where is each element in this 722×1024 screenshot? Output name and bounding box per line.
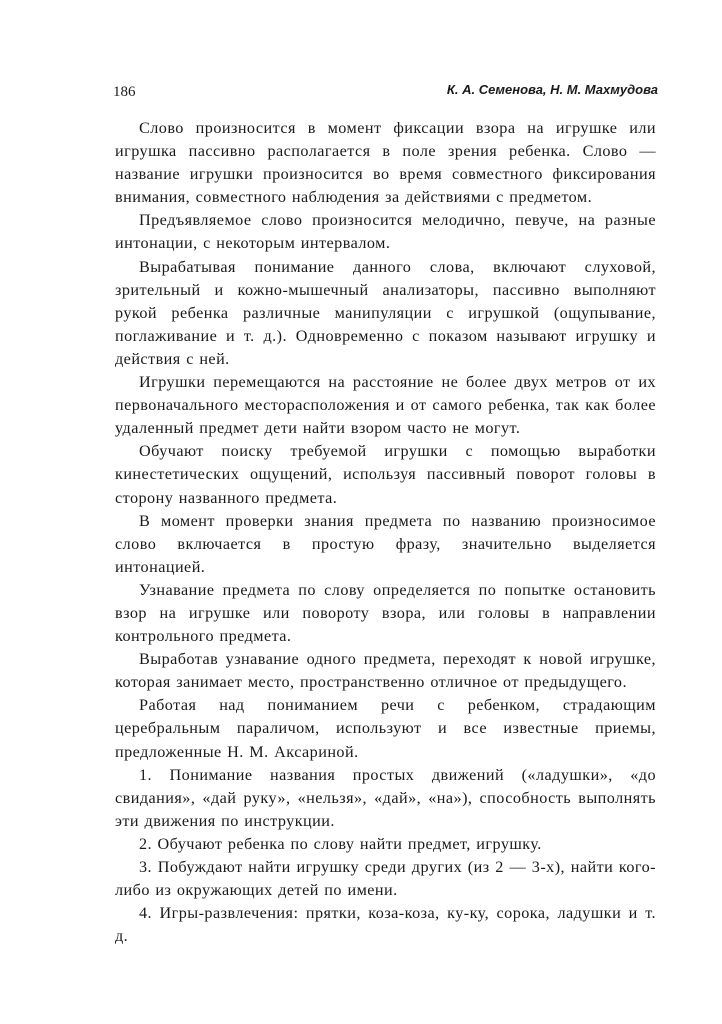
paragraph: Выработав узнавание одного предмета, переходят к новой игрушке, которая занимает место, пространственно отличное от предыдущего. [115,650,656,692]
paragraph: Вырабатывая понимание данного слова, включают слуховой, зрительный и кожно-мышечный анализаторы, пассивно выполняют рукой ребенка различные манипуляции с игрушкой (ощупывание, поглаживание и т. д.). Одновременно с показом называют игрушку и действия с ней. [115,257,656,368]
page-number: 186 [113,84,136,100]
list-item: 1. Понимание названия простых движений («ладушки», «до свидания», «дай руку», «нельзя», «дай», «на»), способность выполнять эти движения по инструкции. [115,765,656,830]
paragraph: Обучают поиску требуемой игрушки с помощью выработки кинестетических ощущений, используя пассивный поворот головы в сторону названного предмета. [115,442,656,507]
paragraph: Слово произносится в момент фиксации взора на игрушке или игрушка пассивно располагается в поле зрения ребенка. Слово — название игрушки произносится во время совместного фиксирования внимания, совместного наблюдения за действиями с предметом. [115,119,656,207]
running-head-authors: К. А. Семенова, Н. М. Махмудова [446,82,658,97]
paragraph: Работая над пониманием речи с ребенком, страдающим церебральным параличом, используют и все известные приемы, предложенные Н. М. Аксариной. [115,696,656,761]
list-item: 4. Игры-развлечения: прятки, коза-коза, ку-ку, сорока, ладушки и т. д. [115,904,656,946]
paragraph: В момент проверки знания предмета по названию произносимое слово включается в простую фразу, значительно выделяется интонацией. [115,511,656,576]
body-text [115,117,656,948]
paragraph: Узнавание предмета по слову определяется по попытке остановить взор на игрушке или повороту взора, или головы в направлении контрольного предмета. [115,580,656,646]
list-item: 2. Обучают ребенка по слову найти предмет, игрушку. [139,834,542,853]
list-item: 3. Побуждают найти игрушку среди других (из 2 — 3-х), найти кого-либо из окружающих детей по имени. [115,858,656,900]
paragraph: Игрушки перемещаются на расстояние не более двух метров от их первоначального месторасположения и от самого ребенка, так как более удаленный предмет дети найти взором часто не могут. [115,373,656,438]
paragraph: Предъявляемое слово произносится мелодично, певуче, на разные интонации, с некоторым интервалом. [115,211,656,253]
